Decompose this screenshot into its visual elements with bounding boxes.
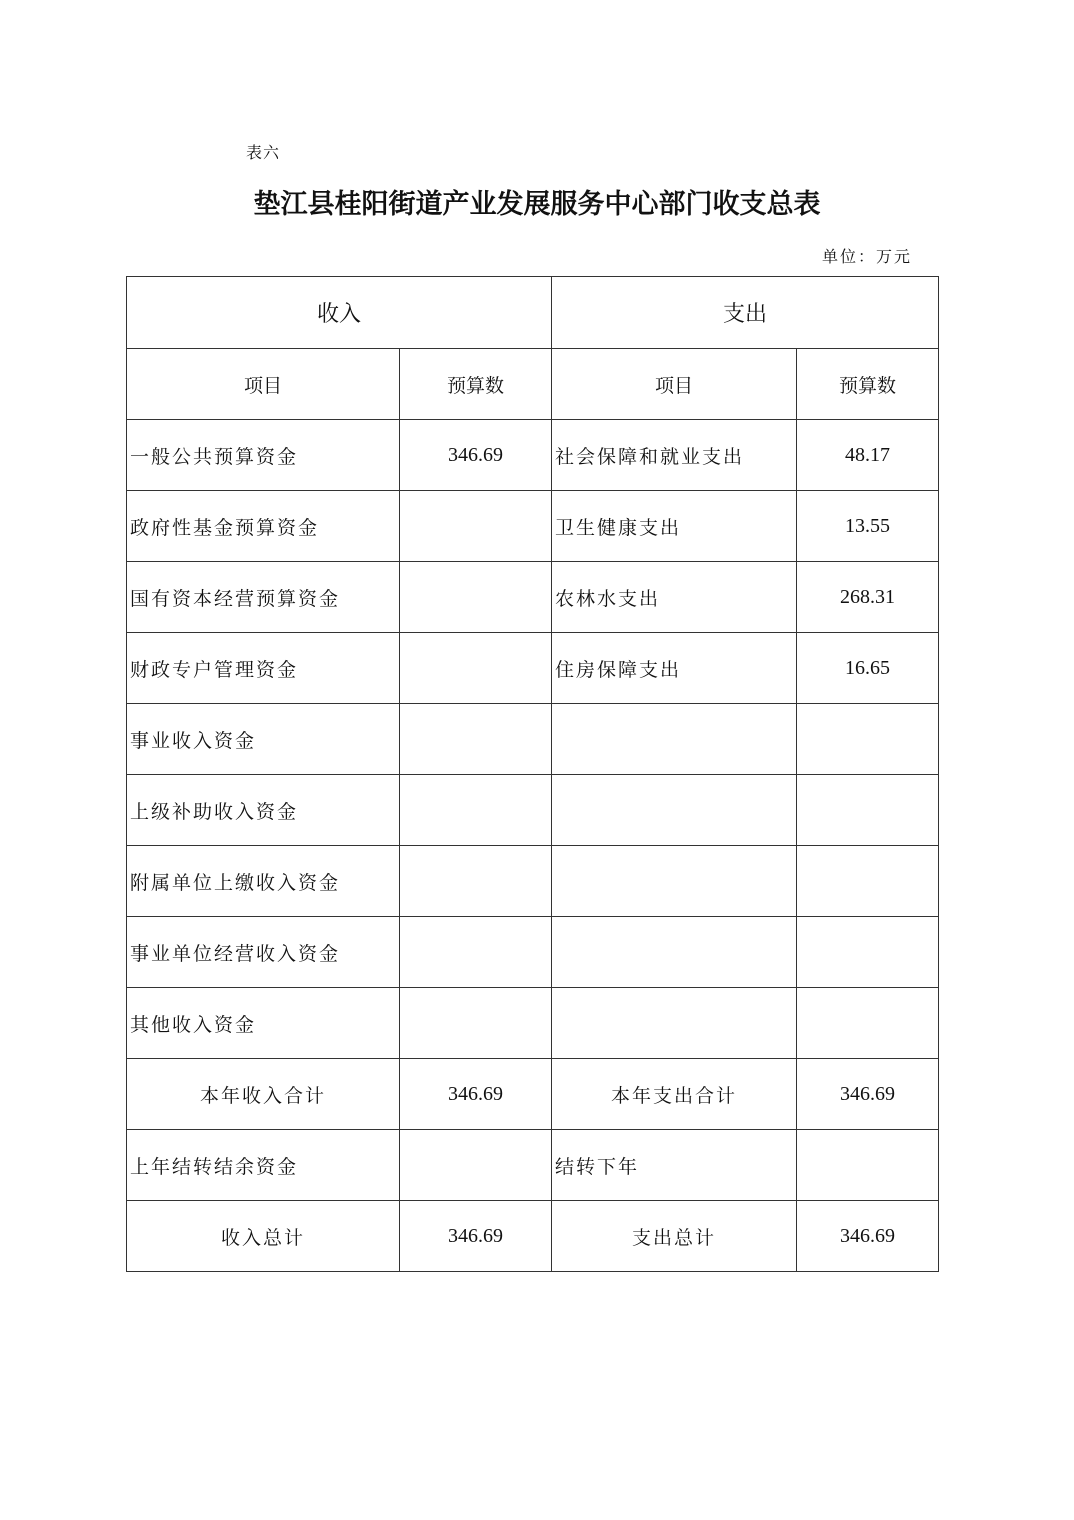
income-section-header: 收入 (127, 277, 552, 349)
income-item-cell: 政府性基金预算资金 (127, 491, 400, 562)
table-row (127, 846, 939, 917)
carryover-income-item: 上年结转结余资金 (127, 1130, 400, 1201)
table-row (127, 704, 939, 775)
table-row (127, 775, 939, 846)
income-amount-cell (400, 988, 552, 1059)
table-row (127, 420, 939, 491)
expense-amount-cell: 13.55 (797, 491, 939, 562)
expense-amount-cell (797, 704, 939, 775)
expense-amount-cell: 16.65 (797, 633, 939, 704)
expense-item-cell: 卫生健康支出 (552, 491, 797, 562)
income-amount-cell (400, 846, 552, 917)
income-amount-cell: 346.69 (400, 420, 552, 491)
income-item-cell: 其他收入资金 (127, 988, 400, 1059)
grand-total-row (127, 1201, 939, 1272)
expense-item-cell: 农林水支出 (552, 562, 797, 633)
table-row (127, 988, 939, 1059)
table-number-label: 表六 (246, 143, 281, 162)
income-amount-cell (400, 917, 552, 988)
grand-income-total-amount: 346.69 (400, 1201, 552, 1272)
income-item-cell: 国有资本经营预算资金 (127, 562, 400, 633)
expense-item-cell: 社会保障和就业支出 (552, 420, 797, 491)
unit-note: 单位：万元 (821, 247, 912, 266)
expense-item-cell (552, 846, 797, 917)
income-amount-cell (400, 491, 552, 562)
expense-amount-cell: 48.17 (797, 420, 939, 491)
income-amount-cell (400, 562, 552, 633)
expense-amount-cell (797, 846, 939, 917)
year-income-total-label: 本年收入合计 (127, 1059, 400, 1130)
income-amount-cell (400, 633, 552, 704)
column-header-row (127, 349, 939, 420)
expense-item-header: 项目 (552, 349, 797, 420)
table-row (127, 633, 939, 704)
income-amount-cell (400, 704, 552, 775)
expense-item-cell (552, 988, 797, 1059)
expense-item-cell (552, 917, 797, 988)
expense-amount-cell (797, 775, 939, 846)
expense-amount-header: 预算数 (797, 349, 939, 420)
income-item-cell: 财政专户管理资金 (127, 633, 400, 704)
income-item-cell: 一般公共预算资金 (127, 420, 400, 491)
grand-income-total-label: 收入总计 (127, 1201, 400, 1272)
carryover-expense-amount (797, 1130, 939, 1201)
document-title: 垫江县桂阳街道产业发展服务中心部门收支总表 (253, 189, 821, 220)
expense-amount-cell (797, 988, 939, 1059)
year-total-row (127, 1059, 939, 1130)
carryover-row (127, 1130, 939, 1201)
section-header-row (127, 277, 939, 349)
income-item-cell: 事业单位经营收入资金 (127, 917, 400, 988)
expense-section-header: 支出 (552, 277, 939, 349)
income-item-header: 项目 (127, 349, 400, 420)
income-amount-header: 预算数 (400, 349, 552, 420)
year-income-total-amount: 346.69 (400, 1059, 552, 1130)
income-item-cell: 事业收入资金 (127, 704, 400, 775)
table-row (127, 562, 939, 633)
carryover-expense-item: 结转下年 (552, 1130, 797, 1201)
expense-item-cell: 住房保障支出 (552, 633, 797, 704)
income-amount-cell (400, 775, 552, 846)
grand-expense-total-label: 支出总计 (552, 1201, 797, 1272)
year-expense-total-amount: 346.69 (797, 1059, 939, 1130)
year-expense-total-label: 本年支出合计 (552, 1059, 797, 1130)
grand-expense-total-amount: 346.69 (797, 1201, 939, 1272)
table-row (127, 917, 939, 988)
budget-summary-table (126, 276, 939, 1272)
expense-amount-cell (797, 917, 939, 988)
income-item-cell: 附属单位上缴收入资金 (127, 846, 400, 917)
income-item-cell: 上级补助收入资金 (127, 775, 400, 846)
table-row (127, 491, 939, 562)
expense-item-cell (552, 704, 797, 775)
carryover-income-amount (400, 1130, 552, 1201)
expense-amount-cell: 268.31 (797, 562, 939, 633)
expense-item-cell (552, 775, 797, 846)
